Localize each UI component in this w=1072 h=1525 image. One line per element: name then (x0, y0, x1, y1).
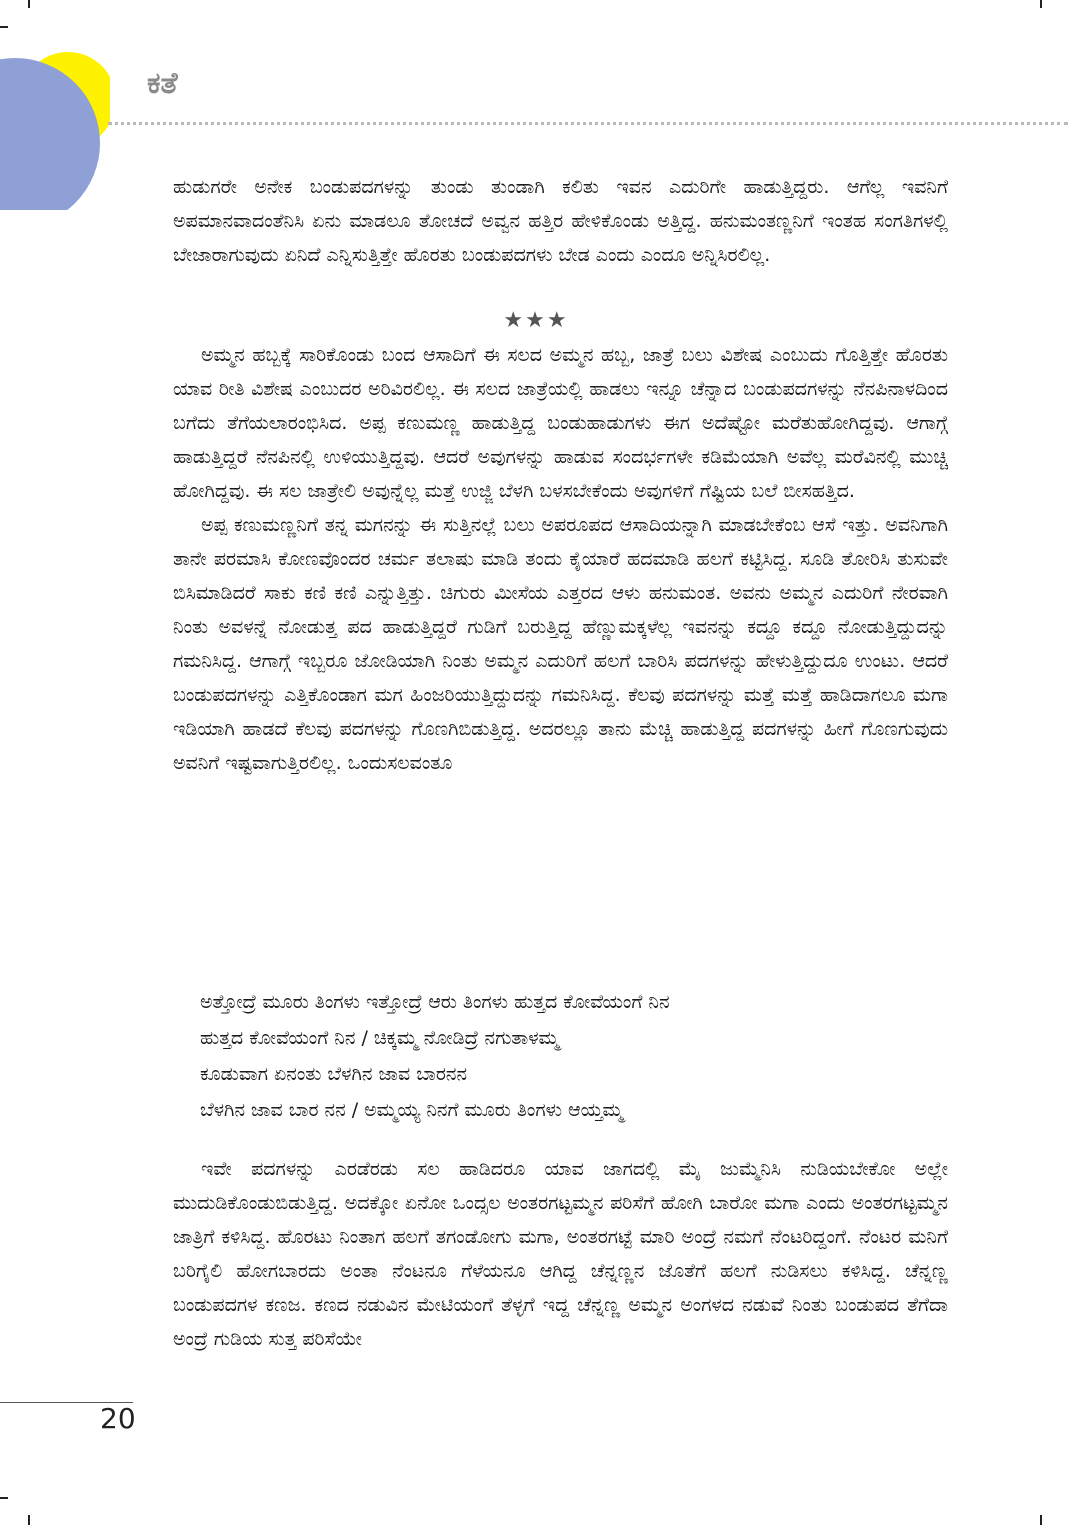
poem-line: ಕೂಡುವಾಗ ಏನಂತು ಬೆಳಗಿನ ಜಾವ ಬಾರನನ (200, 1063, 468, 1085)
poem-line: ಅತ್ತೋದ್ರೆ ಮೂರು ತಿಂಗಳು ಇತ್ತೋದ್ರೆ ಆರು ತಿಂಗಳು ಹುತ್ತದ ಕೋವೆಯಂಗೆ ನಿನ (200, 991, 670, 1013)
body-paragraphs (173, 338, 948, 780)
section-separator: ★★★ (503, 308, 569, 333)
crop-mark (0, 1497, 8, 1499)
body-paragraph-end (173, 1152, 948, 1356)
crop-mark (1040, 1515, 1042, 1525)
paragraph-intro: ಹುಡುಗರೇ ಅನೇಕ ಬಂಡುಪದಗಳನ್ನು ತುಂಡು ತುಂಡಾಗಿ ಕಲಿತು ಇವನ ಎದುರಿಗೇ ಹಾಡುತ್ತಿದ್ದರು. ಆಗೆಲ್ಲ ಇವನಿಗೆ ಅಪಮಾನವಾದಂತೆನಿಸಿ ಏನು ಮಾಡಲೂ ತೋಚದೆ ಅವ್ವನ ಹತ್ತಿರ ಹೇಳಿಕೊಂಡು ಅತ್ತಿದ್ದ. ಹನುಮಂತಣ್ಣನಿಗೆ ಇಂತಹ ಸಂಗತಿಗಳಲ್ಲಿ ಬೇಜಾರಾಗುವುದು ಏನಿದೆ ಎನ್ನಿಸುತ್ತಿತ್ತೇ ಹೊರತು ಬಂಡುಪದಗಳು ಬೇಡ ಎಂದು ಎಂದೂ ಅನ್ನಿಸಿರಲಿಲ್ಲ. (173, 176, 948, 266)
dotted-divider (108, 122, 1068, 125)
page-number: 20 (100, 1402, 136, 1435)
paragraph-festival: ಅಮ್ಮನ ಹಬ್ಬಕ್ಕೆ ಸಾರಿಕೊಂಡು ಬಂದ ಆಸಾದಿಗೆ ಈ ಸಲದ ಅಮ್ಮನ ಹಬ್ಬ, ಜಾತ್ರೆ ಬಲು ವಿಶೇಷ ಎಂಬುದು ಗೊತ್ತಿತ್ತೇ ಹೊರತು ಯಾವ ರೀತಿ ವಿಶೇಷ ಎಂಬುದರ ಅರಿವಿರಲಿಲ್ಲ. ಈ ಸಲದ ಜಾತ್ರೆಯಲ್ಲಿ ಹಾಡಲು ಇನ್ನೂ ಚೆನ್ನಾದ ಬಂಡುಪದಗಳನ್ನು ನೆನಪಿನಾಳದಿಂದ ಬಗೆದು ತೆಗೆಯಲಾರಂಭಿಸಿದ. ಅಪ್ಪ ಕಣುಮಣ್ಣ ಹಾಡುತ್ತಿದ್ದ ಬಂಡುಹಾಡುಗಳು ಈಗ ಅದೆಷ್ಟೋ ಮರೆತುಹೋಗಿದ್ದವು. ಆಗಾಗ್ಗೆ ಹಾಡುತ್ತಿದ್ದರೆ ನೆನಪಿನಲ್ಲಿ ಉಳಿಯುತ್ತಿದ್ದವು. ಆದರೆ ಅವುಗಳನ್ನು ಹಾಡುವ ಸಂದರ್ಭಗಳೇ ಕಡಿಮೆಯಾಗಿ ಅವೆಲ್ಲ ಮರೆವಿನಲ್ಲಿ ಮುಚ್ಚಿ ಹೋಗಿದ್ದವು. ಈ ಸಲ ಜಾತ್ರೇಲಿ ಅವುನ್ನೆಲ್ಲ ಮತ್ತೆ ಉಜ್ಜಿ ಬೆಳಗಿ ಬಳಸಬೇಕೆಂದು ಅವುಗಳಿಗೆ ಗೆಷ್ಟಿಯ ಬಲೆ ಬೀಸಹತ್ತಿದ. (173, 344, 948, 502)
crop-mark (28, 1515, 30, 1525)
section-header: ಕತೆ (147, 66, 178, 101)
poem-line: ಬೆಳಗಿನ ಜಾವ ಬಾರ ನನ / ಅಮ್ಮಯ್ಯ ನಿನಗೆ ಮೂರು ತಿಂಗಳು ಆಯ್ತಮ್ಮ (200, 1099, 624, 1121)
crop-mark (1040, 0, 1042, 8)
poem-line: ಹುತ್ತದ ಕೋವೆಯಂಗೆ ನಿನ / ಚಿಕ್ಕಮ್ಮ ನೋಡಿದ್ರೆ ನಗುತಾಳಮ್ಮ (200, 1027, 560, 1049)
paragraph-chennanna: ಇವೇ ಪದಗಳನ್ನು ಎರಡೆರಡು ಸಲ ಹಾಡಿದರೂ ಯಾವ ಜಾಗದಲ್ಲಿ ಮೈ ಜುಮ್ಮೆನಿಸಿ ನುಡಿಯಬೇಕೋ ಅಲ್ಲೇ ಮುದುಡಿಕೊಂಡುಬಿಡುತ್ತಿದ್ದ. ಅದಕ್ಕೋ ಏನೋ ಒಂದ್ಸಲ ಅಂತರಗಟ್ಟಮ್ಮನ ಪರಿಸೆಗೆ ಹೋಗಿ ಬಾರೋ ಮಗಾ ಎಂದು ಅಂತರಗಟ್ಟಮ್ಮನ ಜಾತ್ರಿಗೆ ಕಳಿಸಿದ್ದ. ಹೊರಟು ನಿಂತಾಗ ಹಲಗೆ ತಗಂಡೋಗು ಮಗಾ, ಅಂತರಗಟ್ಟೆ ಮಾರಿ ಅಂದ್ರೆ ನಮಗೆ ನೆಂಟರಿದ್ದಂಗೆ. ನೆಂಟರ ಮನಿಗೆ ಬರಿಗೈಲಿ ಹೋಗಬಾರದು ಅಂತಾ ನೆಂಟನೂ ಗೆಳೆಯನೂ ಆಗಿದ್ದ ಚೆನ್ನಣ್ಣನ ಜೊತೆಗೆ ಹಲಗೆ ನುಡಿಸಲು ಕಳಿಸಿದ್ದ. ಚೆನ್ನಣ್ಣ ಬಂಡುಪದಗಳ ಕಣಜ. ಕಣದ ನಡುವಿನ ಮೇಟಿಯಂಗೆ ತೆಳ್ಳಗೆ ಇದ್ದ ಚೆನ್ನಣ್ಣ ಅಮ್ಮನ ಅಂಗಳದ ನಡುವೆ ನಿಂತು ಬಂಡುಪದ ತೆಗೆದಾ ಅಂದ್ರೆ ಗುಡಿಯ ಸುತ್ತ ಪರಿಸೆಯೇ (173, 1158, 948, 1350)
decorative-circles (0, 0, 110, 210)
poem-block (200, 984, 670, 1128)
paragraph-father: ಅಪ್ಪ ಕಣುಮಣ್ಣನಿಗೆ ತನ್ನ ಮಗನನ್ನು ಈ ಸುತ್ತಿನಲ್ಲೆ ಬಲು ಅಪರೂಪದ ಆಸಾದಿಯನ್ನಾಗಿ ಮಾಡಬೇಕೆಂಬ ಆಸೆ ಇತ್ತು. ಅವನಿಗಾಗಿ ತಾನೇ ಪರಮಾಸಿ ಕೋಣವೊಂದರ ಚರ್ಮ ತಲಾಷು ಮಾಡಿ ತಂದು ಕೈಯಾರೆ ಹದಮಾಡಿ ಹಲಗೆ ಕಟ್ಟಿಸಿದ್ದ. ಸೂಡಿ ತೋರಿಸಿ ತುಸುವೇ ಬಿಸಿಮಾಡಿದರೆ ಸಾಕು ಕಣಿ ಕಣಿ ಎನ್ನುತ್ತಿತ್ತು. ಚಿಗುರು ಮೀಸೆಯ ಎತ್ತರದ ಆಳು ಹನುಮಂತ. ಅವನು ಅಮ್ಮನ ಎದುರಿಗೆ ನೇರವಾಗಿ ನಿಂತು ಅವಳನ್ನೆ ನೋಡುತ್ತ ಪದ ಹಾಡುತ್ತಿದ್ದರೆ ಗುಡಿಗೆ ಬರುತ್ತಿದ್ದ ಹೆಣ್ಣುಮಕ್ಕಳೆಲ್ಲ ಇವನನ್ನು ಕದ್ದೂ ಕದ್ದೂ ನೋಡುತ್ತಿದ್ದುದನ್ನು ಗಮನಿಸಿದ್ದ. ಆಗಾಗ್ಗೆ ಇಬ್ಬರೂ ಜೋಡಿಯಾಗಿ ನಿಂತು ಅಮ್ಮನ ಎದುರಿಗೆ ಹಲಗೆ ಬಾರಿಸಿ ಪದಗಳನ್ನು ಹೇಳುತ್ತಿದ್ದುದೂ ಉಂಟು. ಆದರೆ ಬಂಡುಪದಗಳನ್ನು ಎತ್ತಿಕೊಂಡಾಗ ಮಗ ಹಿಂಜರಿಯುತ್ತಿದ್ದುದನ್ನು ಗಮನಿಸಿದ್ದ. ಕೆಲವು ಪದಗಳನ್ನು ಮತ್ತೆ ಮತ್ತೆ ಹಾಡಿದಾಗಲೂ ಮಗಾ ಇಡಿಯಾಗಿ ಹಾಡದೆ ಕೆಲವು ಪದಗಳನ್ನು ಗೊಣಗಿಬಿಡುತ್ತಿದ್ದ. ಅದರಲ್ಲೂ ತಾನು ಮೆಚ್ಚಿ ಹಾಡುತ್ತಿದ್ದ ಪದಗಳನ್ನು ಹೀಗೆ ಗೊಣಗುವುದು ಅವನಿಗೆ ಇಷ್ಟವಾಗುತ್ತಿರಲಿಲ್ಲ. ಒಂದುಸಲವಂತೂ (173, 514, 948, 774)
